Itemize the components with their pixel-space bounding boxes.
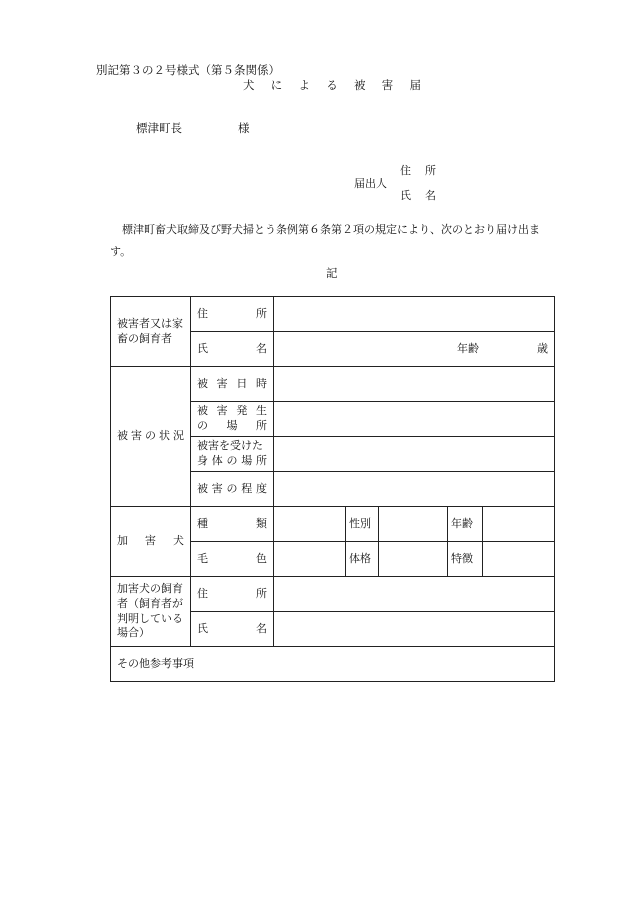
victim-address-field[interactable] — [274, 297, 555, 332]
other-notes-row — [111, 647, 555, 682]
body-text-line2: す。 — [110, 245, 132, 258]
label-char: 害 — [211, 481, 223, 495]
label-char: 名 — [256, 621, 267, 635]
label-char: 生 — [255, 404, 267, 418]
damage-degree-label — [191, 472, 274, 507]
victim-name-field[interactable] — [274, 332, 555, 367]
label-char: 所 — [425, 164, 436, 177]
applicant-address-label — [400, 165, 436, 176]
label-char: 色 — [256, 551, 267, 565]
label-char: 氏 — [400, 189, 411, 202]
dog-color-field[interactable] — [274, 542, 346, 577]
body-text-line1: 標津町畜犬取締及び野犬掃とう条例第６条第２項の規定により、次のとおり届け出ま — [122, 223, 540, 236]
damage-place-label — [191, 402, 274, 437]
label-char: 所 — [256, 454, 267, 467]
label-char: 犬 — [173, 534, 184, 548]
title-char: に — [270, 78, 283, 92]
label-char: 時 — [255, 376, 267, 390]
owner-address-row — [111, 577, 555, 612]
victim-section-label: 被害者又は家畜の飼育者 — [111, 297, 191, 367]
label-char: 所 — [256, 586, 267, 600]
dog-build-label: 体格 — [346, 542, 379, 577]
owner-address-label — [191, 577, 274, 612]
label-char: 被 — [197, 404, 208, 418]
label-char: 害 — [131, 429, 142, 443]
title-char: 被 — [354, 78, 366, 92]
label-char: 身 — [197, 454, 208, 467]
title-char: 害 — [381, 78, 394, 92]
age-unit: 歳 — [537, 341, 549, 355]
ki-heading: 記 — [326, 266, 338, 280]
damage-section-label — [111, 367, 191, 507]
dog-section-label — [111, 507, 191, 577]
dog-age-label: 年齢 — [448, 507, 483, 542]
label-char: 被 — [197, 481, 208, 495]
label-char: 住 — [197, 586, 208, 600]
title-char: 届 — [409, 78, 421, 92]
label-char: 名 — [425, 189, 436, 202]
label-char: 住 — [400, 164, 411, 177]
label-char: 加 — [117, 534, 128, 548]
document-title — [243, 80, 421, 92]
label-char: 場 — [241, 454, 253, 467]
age-label: 年齢 — [457, 341, 480, 355]
form-reference: 別記第３の２号様式（第５条関係） — [96, 63, 280, 77]
applicant-name-label — [400, 190, 436, 201]
dog-breed-row — [111, 507, 555, 542]
label-char: 被 — [117, 429, 128, 443]
label-char: 程 — [241, 481, 253, 495]
addressee-honorific: 様 — [238, 121, 250, 135]
label-char: 害 — [216, 404, 228, 418]
dog-sex-label: 性別 — [346, 507, 379, 542]
applicant-label: 届出人 — [354, 177, 387, 190]
label-char: 害 — [216, 376, 228, 390]
dog-breed-label — [191, 507, 274, 542]
damage-date-field[interactable] — [274, 367, 555, 402]
label-char: 害 — [145, 534, 156, 548]
dog-color-label — [191, 542, 274, 577]
label-line: 被害を受けた — [197, 439, 263, 453]
label-char: 氏 — [197, 621, 208, 635]
owner-name-field[interactable] — [274, 612, 555, 647]
dog-breed-field[interactable] — [274, 507, 346, 542]
victim-name-label — [191, 332, 274, 367]
label-char: 度 — [256, 481, 267, 495]
damage-body-field[interactable] — [274, 437, 555, 472]
owner-section-label: 加害犬の飼育者（飼育者が判明している場合） — [111, 577, 191, 647]
label-char: 氏 — [197, 341, 208, 355]
label-char: 被 — [197, 376, 208, 390]
addressee-name: 標津町長 — [136, 121, 182, 135]
dog-features-label: 特徴 — [448, 542, 483, 577]
damage-date-row — [111, 367, 555, 402]
other-notes-label[interactable]: その他参考事項 — [111, 647, 555, 682]
label-char: 住 — [197, 306, 208, 320]
label-char: 類 — [256, 516, 267, 530]
label-char: 場 — [226, 419, 238, 432]
dog-build-field[interactable] — [379, 542, 448, 577]
title-char: る — [326, 78, 338, 92]
damage-degree-field[interactable] — [274, 472, 555, 507]
label-char: 況 — [173, 429, 184, 443]
victim-address-label — [191, 297, 274, 332]
label-char: 発 — [236, 404, 248, 418]
title-char: よ — [298, 78, 310, 92]
label-char: 所 — [256, 419, 267, 432]
label-char: 日 — [236, 376, 248, 390]
label-char: の — [145, 429, 156, 443]
owner-name-label — [191, 612, 274, 647]
damage-report-table — [110, 296, 555, 682]
label-char: の — [197, 419, 208, 432]
damage-place-field[interactable] — [274, 402, 555, 437]
label-char: 状 — [159, 429, 170, 443]
damage-body-label — [191, 437, 274, 472]
label-char: の — [226, 454, 238, 467]
label-char: の — [226, 481, 238, 495]
dog-features-field[interactable] — [483, 542, 555, 577]
label-char: 名 — [256, 341, 267, 355]
label-char: 所 — [256, 306, 267, 320]
label-char: 体 — [211, 454, 223, 467]
victim-address-row — [111, 297, 555, 332]
title-char: 犬 — [243, 78, 255, 92]
dog-age-field[interactable] — [483, 507, 555, 542]
label-char: 種 — [197, 516, 208, 530]
label-char: 毛 — [197, 551, 208, 565]
damage-date-label — [191, 367, 274, 402]
dog-sex-field[interactable] — [379, 507, 448, 542]
owner-address-field[interactable] — [274, 577, 555, 612]
